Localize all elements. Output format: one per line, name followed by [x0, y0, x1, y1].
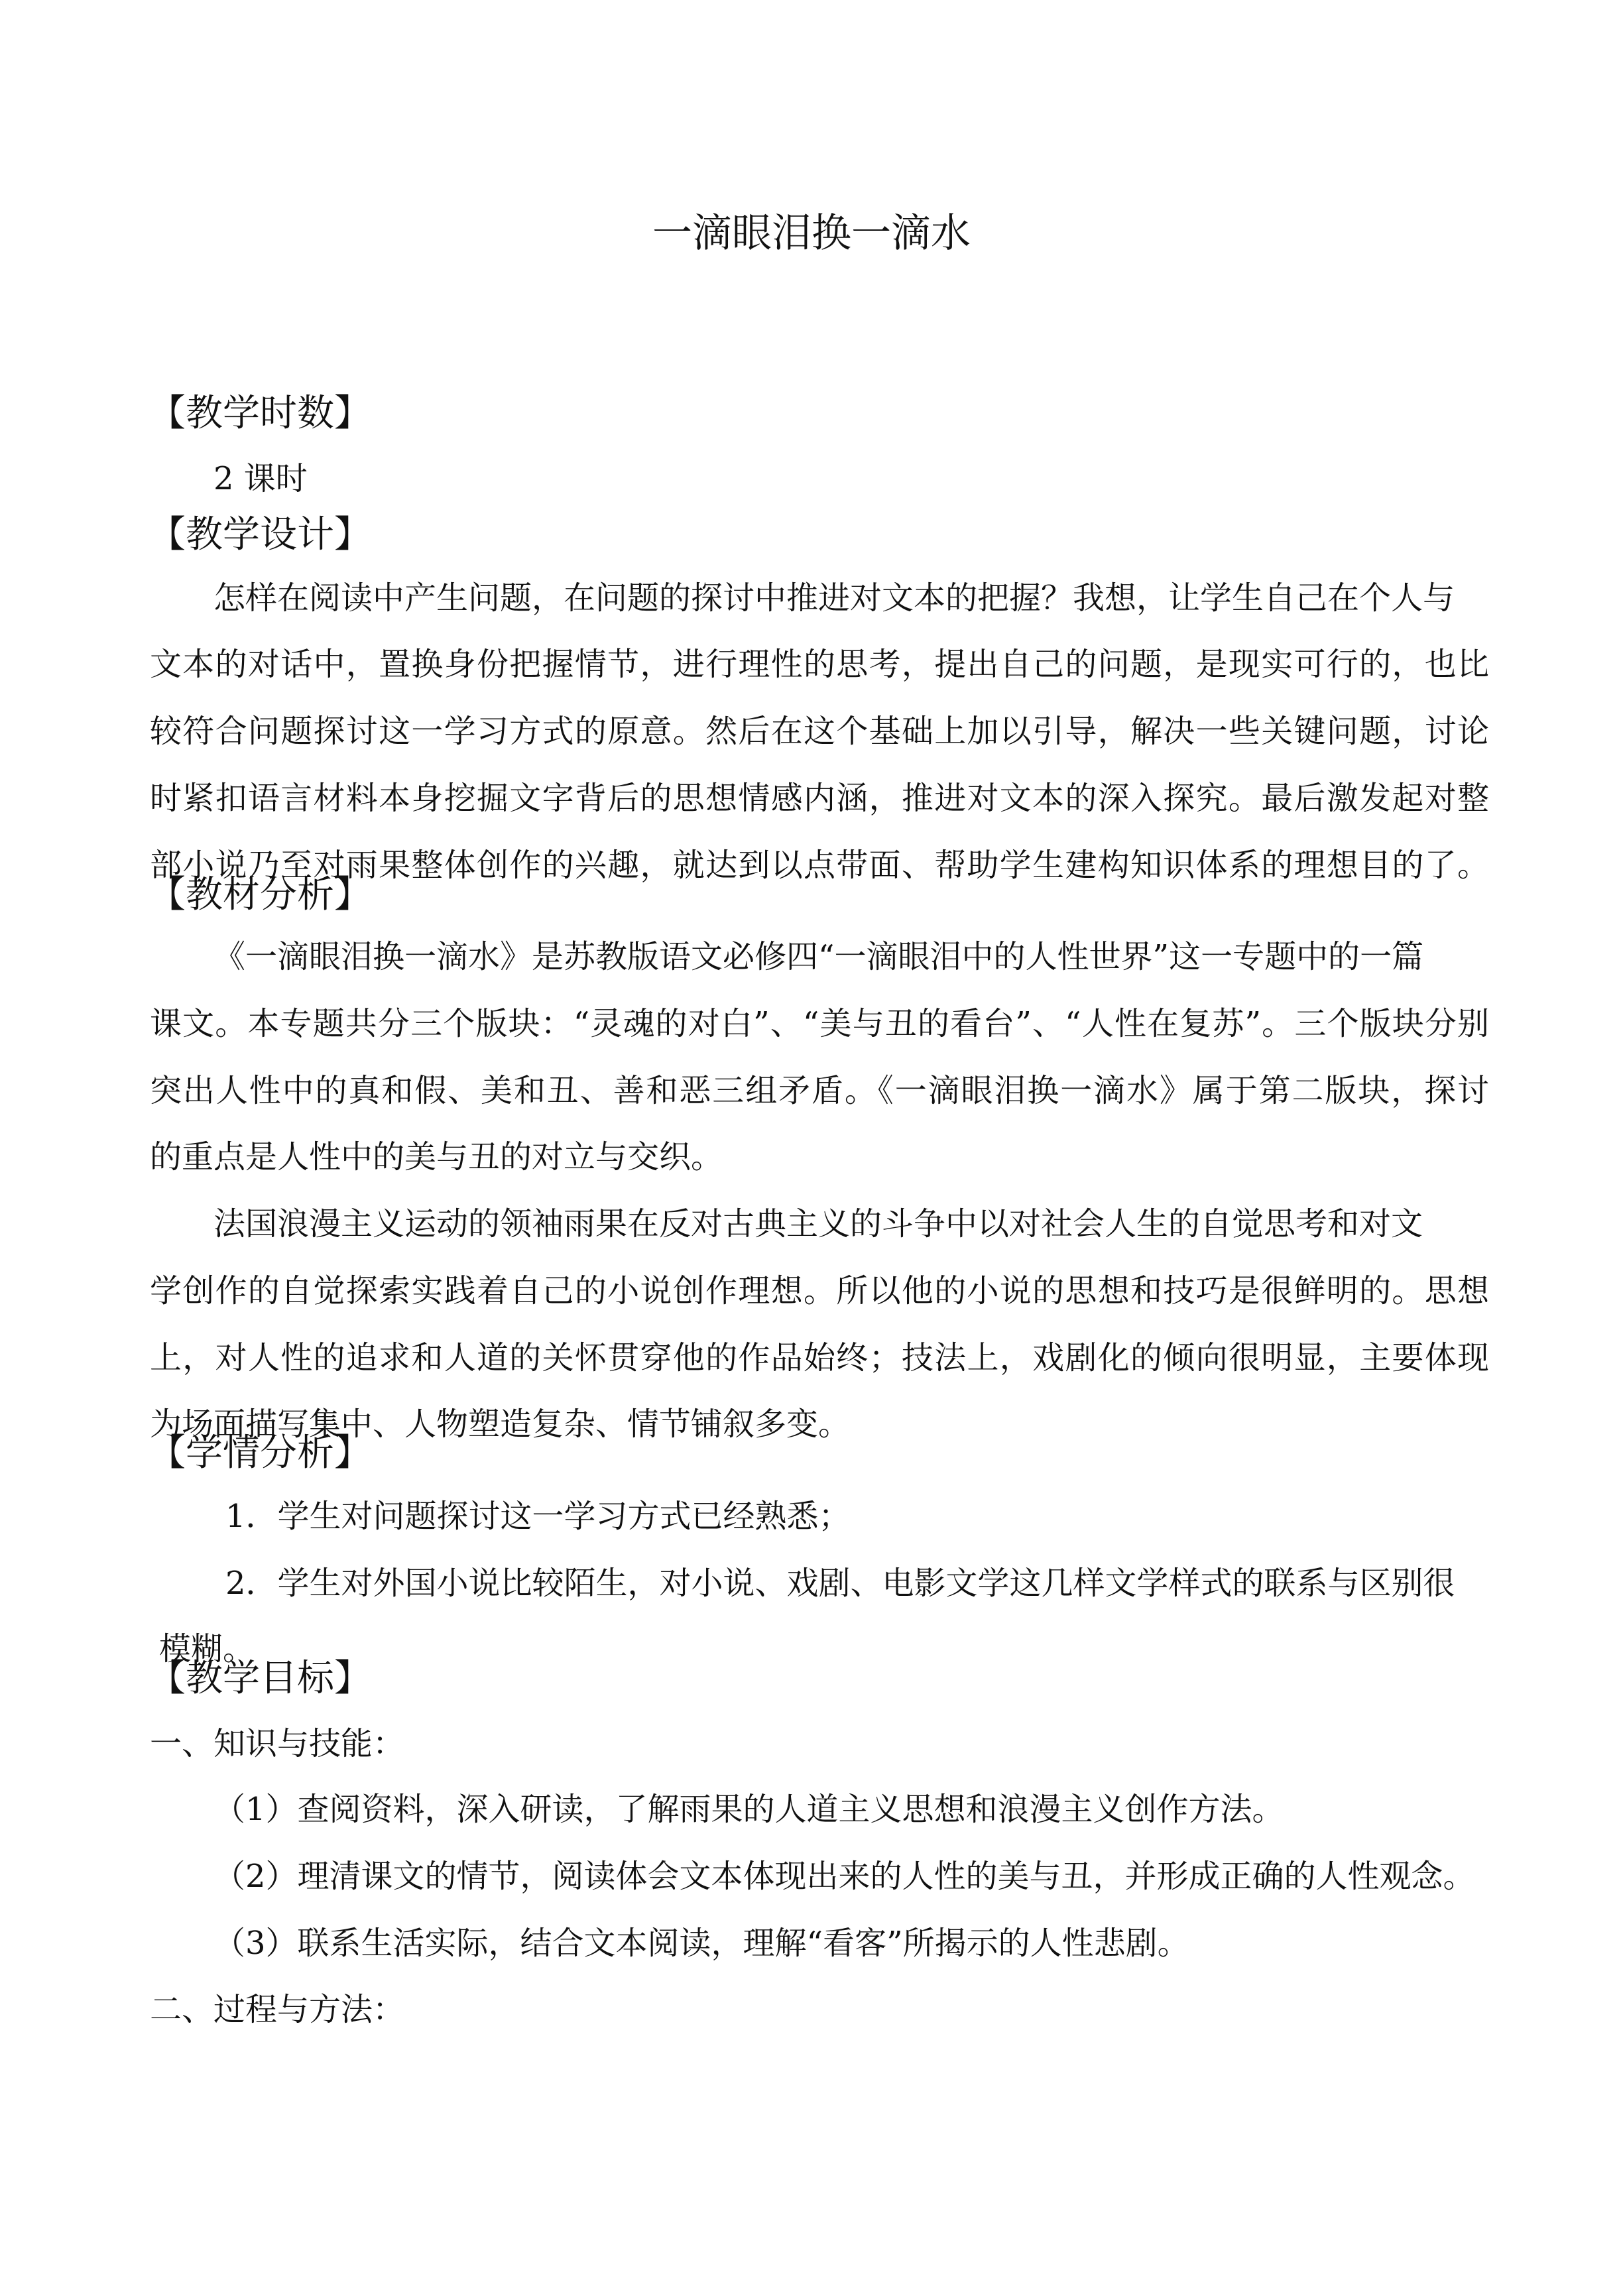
- section-heading-hours: 【教学时数】: [149, 392, 371, 435]
- section-heading-materials: 【教材分析】: [149, 873, 371, 916]
- section-heading-design: 【教学设计】: [149, 513, 371, 556]
- section-heading-goals: 【教学目标】: [149, 1657, 371, 1700]
- design-line: 怎样在阅读中产生问题，在问题的探讨中推进对文本的把握？我想，让学生自己在个人与: [213, 579, 1455, 617]
- materials-line: 课文。本专题共分三个版块：“灵魂的对白”、“美与丑的看台”、“人性在复苏”。三个版块分别: [150, 1005, 1489, 1042]
- students-line: 模糊。: [159, 1630, 255, 1667]
- goals-subheading: 二、过程与方法：: [150, 1991, 405, 2028]
- design-line: 文本的对话中，置换身份把握情节，进行理性的思考，提出自己的问题，是现实可行的，也比: [150, 646, 1489, 683]
- goals-item: （3）联系生活实际，结合文本阅读，理解“看客”所揭示的人性悲剧。: [213, 1925, 1189, 1962]
- goals-subheading: 一、知识与技能：: [150, 1725, 405, 1762]
- section-heading-students: 【学情分析】: [149, 1431, 371, 1475]
- materials-line: 的重点是人性中的美与丑的对立与交织。: [150, 1138, 723, 1176]
- document-title: 一滴眼泪换一滴水: [652, 210, 971, 257]
- design-line: 部小说乃至对雨果整体创作的兴趣，就达到以点带面、帮助学生建构知识体系的理想目的了。: [150, 847, 1489, 884]
- materials-line: 学创作的自觉探索实践着自己的小说创作理想。所以他的小说的思想和技巧是很鲜明的。思想: [150, 1272, 1489, 1309]
- materials-line: 上，对人性的追求和人道的关怀贯穿他的作品始终；技法上，戏剧化的倾向很明显，主要体现: [150, 1339, 1489, 1376]
- materials-line: 《一滴眼泪换一滴水》是苏教版语文必修四“一滴眼泪中的人性世界”这一专题中的一篇: [213, 938, 1424, 975]
- design-line: 较符合问题探讨这一学习方式的原意。然后在这个基础上加以引导，解决一些关键问题，讨论: [150, 713, 1489, 750]
- students-line: 2．学生对外国小说比较陌生，对小说、戏剧、电影文学这几样文学样式的联系与区别很: [225, 1565, 1455, 1602]
- goals-item: （1）查阅资料，深入研读，了解雨果的人道主义思想和浪漫主义创作方法。: [213, 1791, 1284, 1828]
- students-line: 1．学生对问题探讨这一学习方式已经熟悉；: [225, 1498, 851, 1535]
- materials-line: 为场面描写集中、人物塑造复杂、情节铺叙多变。: [150, 1406, 851, 1443]
- goals-item: （2）理清课文的情节，阅读体会文本体现出来的人性的美与丑，并形成正确的人性观念。: [213, 1858, 1475, 1895]
- hours-text: 2 课时: [213, 460, 308, 497]
- materials-line: 突出人性中的真和假、美和丑、善和恶三组矛盾。《一滴眼泪换一滴水》属于第二版块，探讨: [150, 1072, 1489, 1109]
- materials-line: 法国浪漫主义运动的领袖雨果在反对古典主义的斗争中以对社会人生的自觉思考和对文: [213, 1205, 1423, 1242]
- design-line: 时紧扣语言材料本身挖掘文字背后的思想情感内涵，推进对文本的深入探究。最后激发起对整: [150, 780, 1489, 817]
